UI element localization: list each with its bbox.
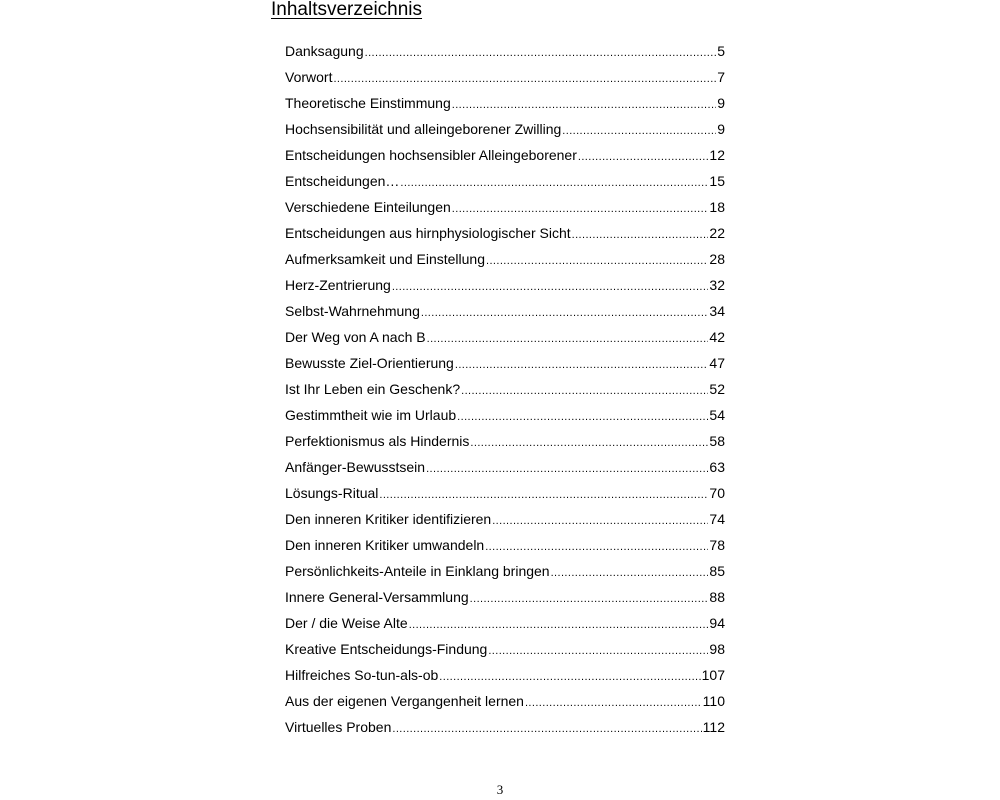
toc-entry-title: Entscheidungen… [285,173,400,189]
toc-entry[interactable] [285,691,725,717]
toc-entry[interactable] [285,275,725,301]
toc-entry-page: 7 [717,69,725,85]
toc-entry-page: 22 [709,225,725,241]
toc-entry-page: 63 [709,459,725,475]
dot-leader [551,563,709,583]
toc-entry-page: 58 [709,433,725,449]
toc-entry-title: Virtuelles Proben [285,719,392,735]
dot-leader [439,667,700,687]
toc-entry-title: Innere General-Versammlung [285,589,469,605]
toc-entry-title: Hochsensibilität und alleingeborener Zwilling [285,121,562,137]
toc-entry-title: Den inneren Kritiker umwandeln [285,537,485,553]
toc-entry-title: Kreative Entscheidungs-Findung [285,641,488,657]
toc-entry-page: 88 [709,589,725,605]
toc-entry[interactable] [285,41,725,67]
dot-leader [392,719,701,739]
page-title: Inhaltsverzeichnis [271,0,423,20]
toc-entry[interactable] [285,197,725,223]
toc-entry[interactable] [285,535,725,561]
dot-leader [333,69,716,89]
toc-entry[interactable] [285,717,725,743]
toc-entry-page: 98 [709,641,725,657]
dot-leader [470,433,708,453]
page-number: 3 [496,782,504,797]
toc-entry-page: 107 [701,667,725,683]
dot-leader [409,615,709,635]
toc-entry[interactable] [285,171,725,197]
dot-leader [485,537,708,557]
toc-entry[interactable] [285,119,725,145]
toc-entry-title: Verschiedene Einteilungen [285,199,451,215]
toc-entry[interactable] [285,301,725,327]
toc-entry-page: 110 [702,693,725,709]
toc-entry[interactable] [285,405,725,431]
toc-entry-page: 78 [709,537,725,553]
toc-entry-page: 52 [709,381,725,397]
dot-leader [379,485,708,505]
dot-leader [461,381,708,401]
toc-entry-page: 12 [709,147,725,163]
toc-entry-page: 9 [717,121,725,137]
dot-leader [486,251,708,271]
toc-entry-page: 85 [709,563,725,579]
toc-entry-title: Persönlichkeits-Anteile in Einklang bringen [285,563,550,579]
toc-entry-page: 74 [709,511,725,527]
toc-entry-title: Danksagung [285,43,364,59]
toc-entry-page: 47 [709,355,725,371]
dot-leader [488,641,708,661]
toc-entry-title: Entscheidungen aus hirnphysiologischer Sicht [285,225,571,241]
toc-entry-title: Anfänger-Bewusstsein [285,459,426,475]
dot-leader [426,459,708,479]
toc-entry[interactable] [285,457,725,483]
toc-entry-title: Aus der eigenen Vergangenheit lernen [285,693,524,709]
toc-entry-page: 112 [702,719,725,735]
dot-leader [452,199,709,219]
dot-leader [572,225,709,245]
toc-entry[interactable] [285,223,725,249]
toc-entry-page: 15 [709,173,725,189]
toc-entry-page: 42 [709,329,725,345]
dot-leader [578,147,709,167]
toc-entry-title: Entscheidungen hochsensibler Alleingeborener [285,147,577,163]
toc-entry-page: 54 [709,407,725,423]
toc-entry-title: Herz-Zentrierung [285,277,391,293]
toc-entry-title: Aufmerksamkeit und Einstellung [285,251,485,267]
toc-entry-title: Hilfreiches So-tun-als-ob [285,667,439,683]
toc-entry-title: Lösungs-Ritual [285,485,379,501]
dot-leader [452,95,716,115]
toc-entry[interactable] [285,353,725,379]
toc-entry[interactable] [285,587,725,613]
toc-entry-page: 18 [709,199,725,215]
toc-entry-title: Theoretische Einstimmung [285,95,451,111]
dot-leader [470,589,709,609]
toc-entry-title: Den inneren Kritiker identifizieren [285,511,492,527]
toc-entry-page: 5 [717,43,725,59]
toc-entry-title: Vorwort [285,69,333,85]
toc-entry-title: Perfektionismus als Hindernis [285,433,470,449]
toc-entry-page: 28 [709,251,725,267]
table-of-contents [285,41,725,743]
toc-entry[interactable] [285,67,725,93]
toc-entry[interactable] [285,431,725,457]
toc-entry[interactable] [285,249,725,275]
toc-entry-page: 32 [709,277,725,293]
toc-entry[interactable] [285,145,725,171]
dot-leader [457,407,708,427]
dot-leader [427,329,709,349]
dot-leader [400,173,708,193]
dot-leader [492,511,708,531]
toc-entry[interactable] [285,509,725,535]
toc-entry-title: Der Weg von A nach B [285,329,426,345]
toc-entry-title: Gestimmtheit wie im Urlaub [285,407,457,423]
dot-leader [525,693,702,713]
dot-leader [421,303,709,323]
toc-entry[interactable] [285,93,725,119]
toc-entry-title: Selbst-Wahrnehmung [285,303,420,319]
dot-leader [562,121,716,141]
dot-leader [455,355,709,375]
toc-entry[interactable] [285,639,725,665]
toc-entry-title: Bewusste Ziel-Orientierung [285,355,454,371]
toc-entry[interactable] [285,327,725,353]
toc-entry-page: 70 [709,485,725,501]
toc-entry[interactable] [285,483,725,509]
toc-entry[interactable] [285,379,725,405]
toc-entry-page: 9 [717,95,725,111]
toc-entry-page: 94 [709,615,725,631]
dot-leader [392,277,709,297]
toc-entry[interactable] [285,613,725,639]
toc-entry[interactable] [285,665,725,691]
dot-leader [365,43,717,63]
toc-entry-title: Ist Ihr Leben ein Geschenk? [285,381,461,397]
toc-entry-title: Der / die Weise Alte [285,615,408,631]
toc-entry[interactable] [285,561,725,587]
toc-entry-page: 34 [709,303,725,319]
